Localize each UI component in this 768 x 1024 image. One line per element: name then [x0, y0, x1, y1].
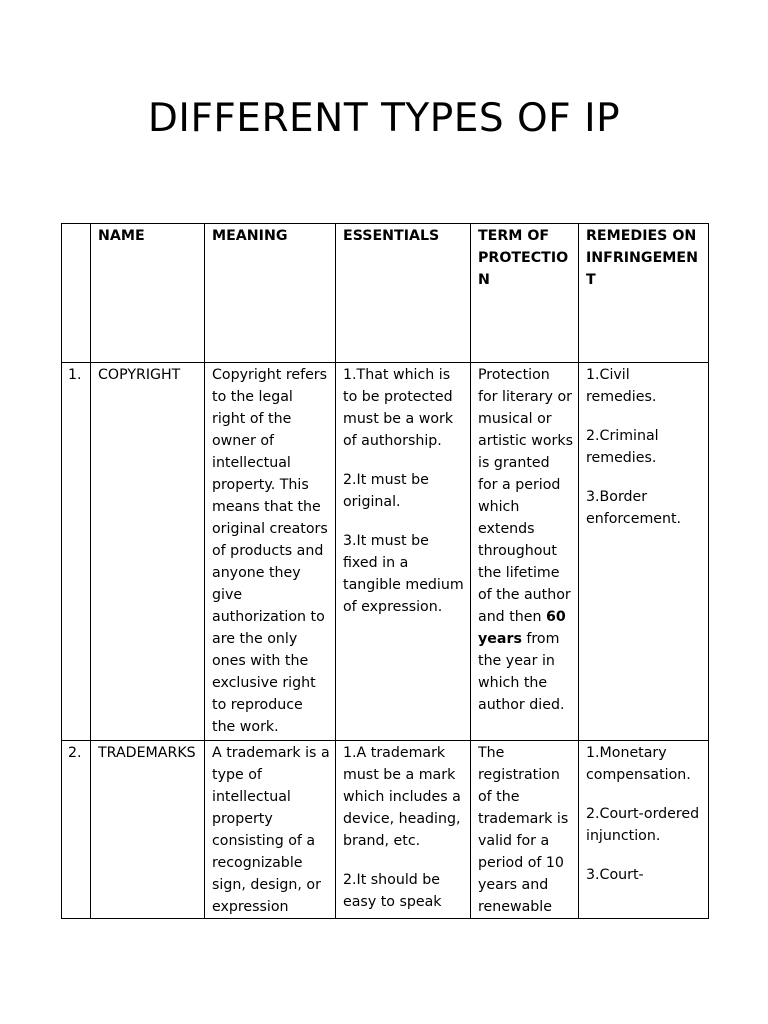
row-meaning: [205, 741, 336, 919]
header-term: TERM OF PROTECTION: [471, 224, 579, 363]
row-name-text: TRADEMARKS: [98, 745, 196, 761]
row-meaning: Copyright refers to the legal right of the owner of intellectual property. This means that the original creators of products and anyone they give authorization to are the only ones with the exclusive right to reproduce the work.: [205, 363, 336, 741]
header-meaning: MEANING: [205, 224, 336, 363]
row-term-text: The registration of the trademark is valid for a period of 10 years and renewable: [478, 745, 569, 915]
row-number: 2.: [62, 741, 91, 919]
term-text-before: Protection for literary or musical or artistic works is granted for a period which extends throughout the lifetime of the author and then: [478, 367, 573, 625]
essentials-clip: [343, 742, 465, 913]
table-header-row: [62, 224, 709, 363]
row-essentials: [336, 741, 471, 919]
header-remedies: REMEDIES ON INFRINGEMENT: [579, 224, 709, 363]
remedy-item: 2.Criminal remedies.: [586, 428, 659, 466]
row-remedies: [579, 363, 709, 741]
ip-types-table: [61, 223, 709, 919]
row-number: 1.: [62, 363, 91, 741]
remedy-item: 3.Border enforcement.: [586, 489, 682, 527]
page-title: DIFFERENT TYPES OF IP: [147, 96, 621, 141]
header-essentials: ESSENTIALS: [336, 224, 471, 363]
row-name: [91, 741, 205, 919]
row-term: [471, 363, 579, 741]
row-remedies: [579, 741, 709, 919]
row-term: [471, 741, 579, 919]
header-no: [62, 224, 91, 363]
remedy-item: 1.Monetary compensation.: [586, 745, 691, 783]
essential-item: 1.That which is to be protected must be a work of authorship.: [343, 367, 454, 449]
essential-item: 1.A trademark must be a mark which includes a device, heading, brand, etc.: [343, 745, 461, 849]
remedy-item: 3.Court-: [586, 867, 644, 883]
row-essentials: [336, 363, 471, 741]
remedies-clip: [586, 742, 703, 886]
remedy-item: 1.Civil remedies.: [586, 367, 657, 405]
term-text-after: from the year in which the author died.: [478, 631, 565, 713]
essential-item: 2.It should be easy to speak: [343, 872, 442, 910]
essential-item: 3.It must be fixed in a tangible medium of expression.: [343, 533, 464, 615]
row-meaning-text: A trademark is a type of intellectual property consisting of a recognizable sign, design, or expression: [212, 745, 330, 915]
table-row: [62, 363, 709, 741]
remedy-item: 2.Court-ordered injunction.: [586, 806, 700, 844]
essential-item: 2.It must be original.: [343, 472, 429, 510]
header-name: NAME: [91, 224, 205, 363]
row-name: COPYRIGHT: [91, 363, 205, 741]
table-row: [62, 741, 709, 919]
term-highlight: 60 years: [478, 609, 566, 647]
